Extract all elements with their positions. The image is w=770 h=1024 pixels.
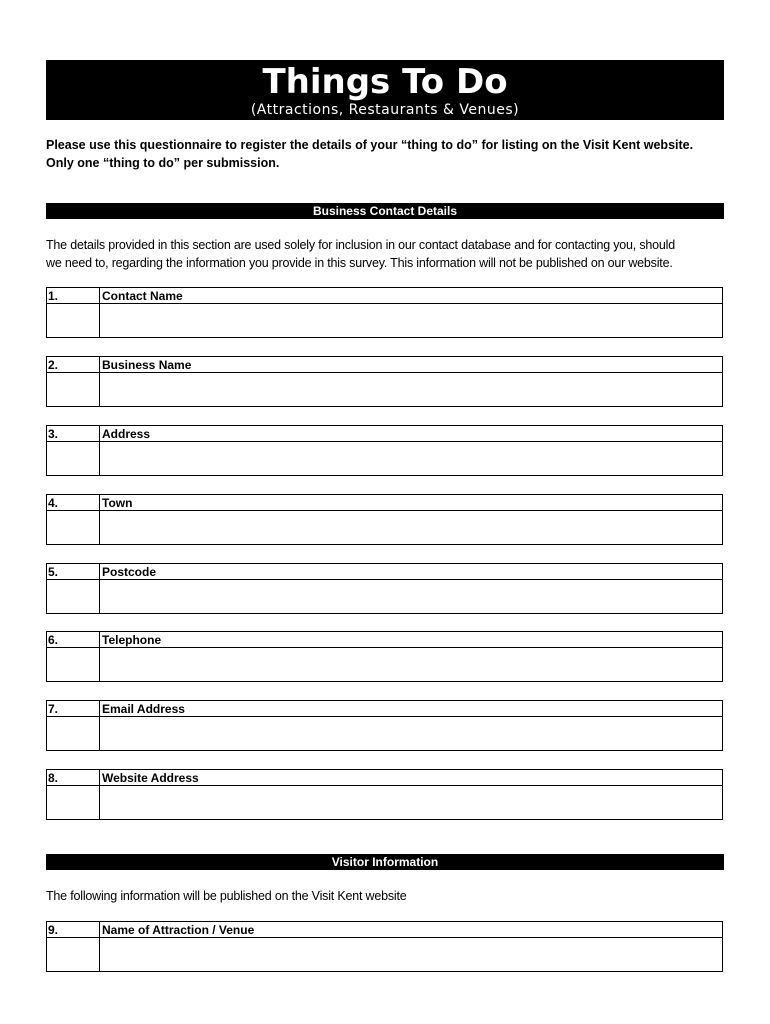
field-number-cell: [47, 786, 100, 819]
field-label: Postcode: [100, 564, 722, 580]
field-label: Address: [100, 426, 722, 442]
field-number-cell: [47, 442, 100, 475]
field-number-cell: [47, 580, 100, 613]
field-number: 5.: [47, 564, 100, 580]
field-number-cell: [47, 717, 100, 750]
telephone-input[interactable]: [100, 648, 722, 681]
field-website-address: [46, 769, 723, 820]
form-title-banner: [46, 60, 724, 120]
field-label: Town: [100, 495, 722, 511]
field-number-cell: [47, 648, 100, 681]
section1-description-line-2: we need to, regarding the information you provide in this survey. This information will not be published on our website.: [46, 256, 673, 270]
field-number-cell: [47, 938, 100, 971]
field-address: [46, 425, 723, 476]
email-address-input[interactable]: [100, 717, 722, 750]
field-postcode: [46, 563, 723, 614]
field-label: Contact Name: [100, 288, 722, 304]
intro-line-2: Only one “thing to do” per submission.: [46, 155, 280, 170]
field-number: 2.: [47, 357, 100, 373]
field-label: Telephone: [100, 632, 722, 648]
website-address-input[interactable]: [100, 786, 722, 819]
town-input[interactable]: [100, 511, 722, 544]
field-business-name: [46, 356, 723, 407]
field-number: 6.: [47, 632, 100, 648]
field-telephone: [46, 631, 723, 682]
field-label: Name of Attraction / Venue: [100, 922, 722, 938]
section-header-visitor-information: Visitor Information: [46, 854, 724, 870]
field-attraction-name: [46, 921, 723, 972]
address-input[interactable]: [100, 442, 722, 475]
field-number: 1.: [47, 288, 100, 304]
field-number-cell: [47, 511, 100, 544]
field-number: 4.: [47, 495, 100, 511]
attraction-name-input[interactable]: [100, 938, 722, 971]
field-number: 7.: [47, 701, 100, 717]
field-label: Website Address: [100, 770, 722, 786]
field-number: 8.: [47, 770, 100, 786]
contact-name-input[interactable]: [100, 304, 722, 337]
field-number: 3.: [47, 426, 100, 442]
field-town: [46, 494, 723, 545]
field-email-address: [46, 700, 723, 751]
field-number-cell: [47, 304, 100, 337]
field-number-cell: [47, 373, 100, 406]
field-contact-name: [46, 287, 723, 338]
field-label: Email Address: [100, 701, 722, 717]
field-label: Business Name: [100, 357, 722, 373]
field-number: 9.: [47, 922, 100, 938]
business-name-input[interactable]: [100, 373, 722, 406]
intro-line-1: Please use this questionnaire to register the details of your “thing to do” for listing on the Visit Kent website.: [46, 138, 694, 152]
postcode-input[interactable]: [100, 580, 722, 613]
section1-description-line-1: The details provided in this section are used solely for inclusion in our contact database and for contacting you, should: [46, 238, 675, 252]
section2-description: The following information will be published on the Visit Kent website: [46, 889, 407, 903]
intro-text: [46, 137, 736, 172]
section-header-business-contact: Business Contact Details: [46, 203, 724, 219]
page-title: Things To Do: [262, 62, 508, 102]
page-subtitle: (Attractions, Restaurants & Venues): [250, 102, 520, 118]
section1-description: [46, 236, 736, 272]
